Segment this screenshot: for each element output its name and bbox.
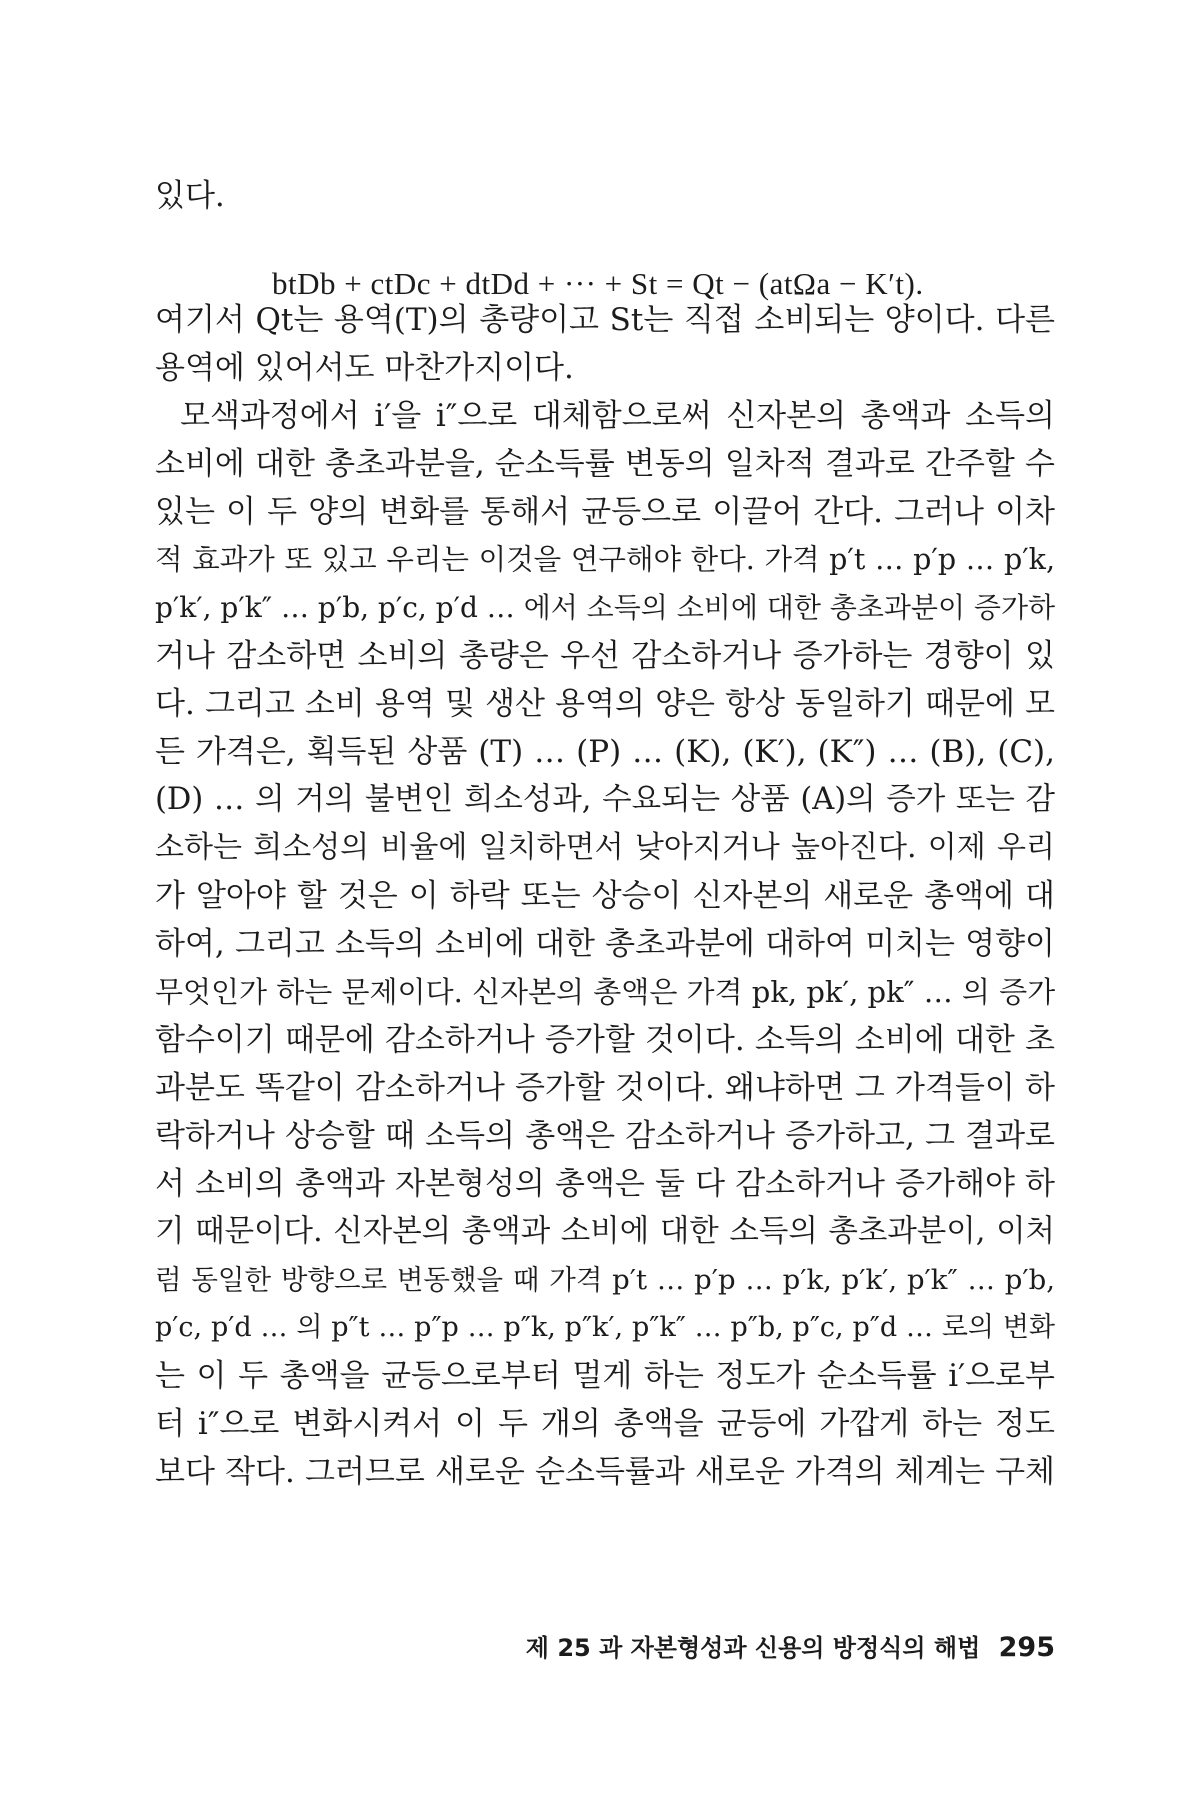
text-line: (D) … 의 거의 불변인 희소성과, 수요되는 상품 (A)의 증가 또는 감 (155, 782, 1055, 817)
text-line: 는 이 두 총액을 균등으로부터 멀게 하는 정도가 순소득률 i′으로부 (155, 1358, 1055, 1394)
text-line: 기 때문이다. 신자본의 총액과 소비에 대한 소득의 총초과분이, 이처 (155, 1214, 1055, 1249)
text-line: 무엇인가 하는 문제이다. 신자본의 총액은 가격 pk, pk′, pk″ … 의 증가 (155, 975, 1056, 1009)
text-line: 소비에 대한 총초과분을, 순소득률 변동의 일차적 결과로 간주할 수 (155, 446, 1055, 482)
text-line: 소하는 희소성의 비율에 일치하면서 낮아지거나 높아진다. 이제 우리 (155, 830, 1055, 865)
text-line: 다. 그리고 소비 용역 및 생산 용역의 양은 항상 동일하기 때문에 모 (155, 686, 1055, 722)
text-line: 가 알아야 할 것은 이 하락 또는 상승이 신자본의 새로운 총액에 대 (155, 878, 1055, 914)
equation: btDb + ctDc + dtDd + ··· + St = Qt − (atΩa − K′t). (272, 266, 924, 301)
text-line: 있는 이 두 양의 변화를 통해서 균등으로 이끌어 간다. 그러나 이차 (155, 494, 1055, 530)
text-line: 거나 감소하면 소비의 총량은 우선 감소하거나 증가하는 경향이 있 (155, 638, 1055, 674)
text-line: 과분도 똑같이 감소하거나 증가할 것이다. 왜냐하면 그 가격들이 하 (155, 1070, 1055, 1106)
page-number: 295 (998, 1632, 1055, 1663)
paragraph-first-line: 모색과정에서 i′을 i″으로 대체함으로써 신자본의 총액과 소득의 (180, 398, 1055, 434)
text-line: 있다. (155, 178, 225, 214)
text-line: 서 소비의 총액과 자본형성의 총액은 둘 다 감소하거나 증가해야 하 (155, 1166, 1055, 1202)
running-title: 제 25 과 자본형성과 신용의 방정식의 해법 (525, 1634, 981, 1662)
text-line: 여기서 Qt는 용역(T)의 총량이고 St는 직접 소비되는 양이다. 다른 (155, 302, 1055, 338)
text-line: 락하거나 상승할 때 소득의 총액은 감소하거나 증가하고, 그 결과로 (155, 1118, 1055, 1154)
text-line: 하여, 그리고 소득의 소비에 대한 총초과분에 대하여 미치는 영향이 (155, 926, 1055, 962)
text-line: 럼 동일한 방향으로 변동했을 때 가격 p′t … p′p … p′k, p′k′, p′k″ … p′b, (155, 1264, 1055, 1296)
text-line: 든 가격은, 획득된 상품 (T) … (P) … (K), (K′), (K″) … (B), (C), (155, 734, 1055, 770)
text-line: 함수이기 때문에 감소하거나 증가할 것이다. 소득의 소비에 대한 초 (155, 1022, 1055, 1058)
text-line: 용역에 있어서도 마찬가지이다. (155, 350, 574, 386)
page-footer (500, 1632, 1055, 1664)
text-line: 보다 작다. 그러므로 새로운 순소득률과 새로운 가격의 체계는 구체 (155, 1454, 1055, 1490)
text-line: p′c, p′d … 의 p″t … p″p … p″k, p″k′, p″k″ … p″b, p″c, p″d … 로의 변화 (155, 1312, 1055, 1343)
text-line: 적 효과가 또 있고 우리는 이것을 연구해야 한다. 가격 p′t … p′p … p′k, (155, 543, 1055, 576)
text-line: p′k′, p′k″ … p′b, p′c, p′d … 에서 소득의 소비에 대한 총초과분이 증가하 (155, 591, 1056, 624)
text-line: 터 i″으로 변화시켜서 이 두 개의 총액을 균등에 가깝게 하는 정도 (155, 1406, 1055, 1442)
